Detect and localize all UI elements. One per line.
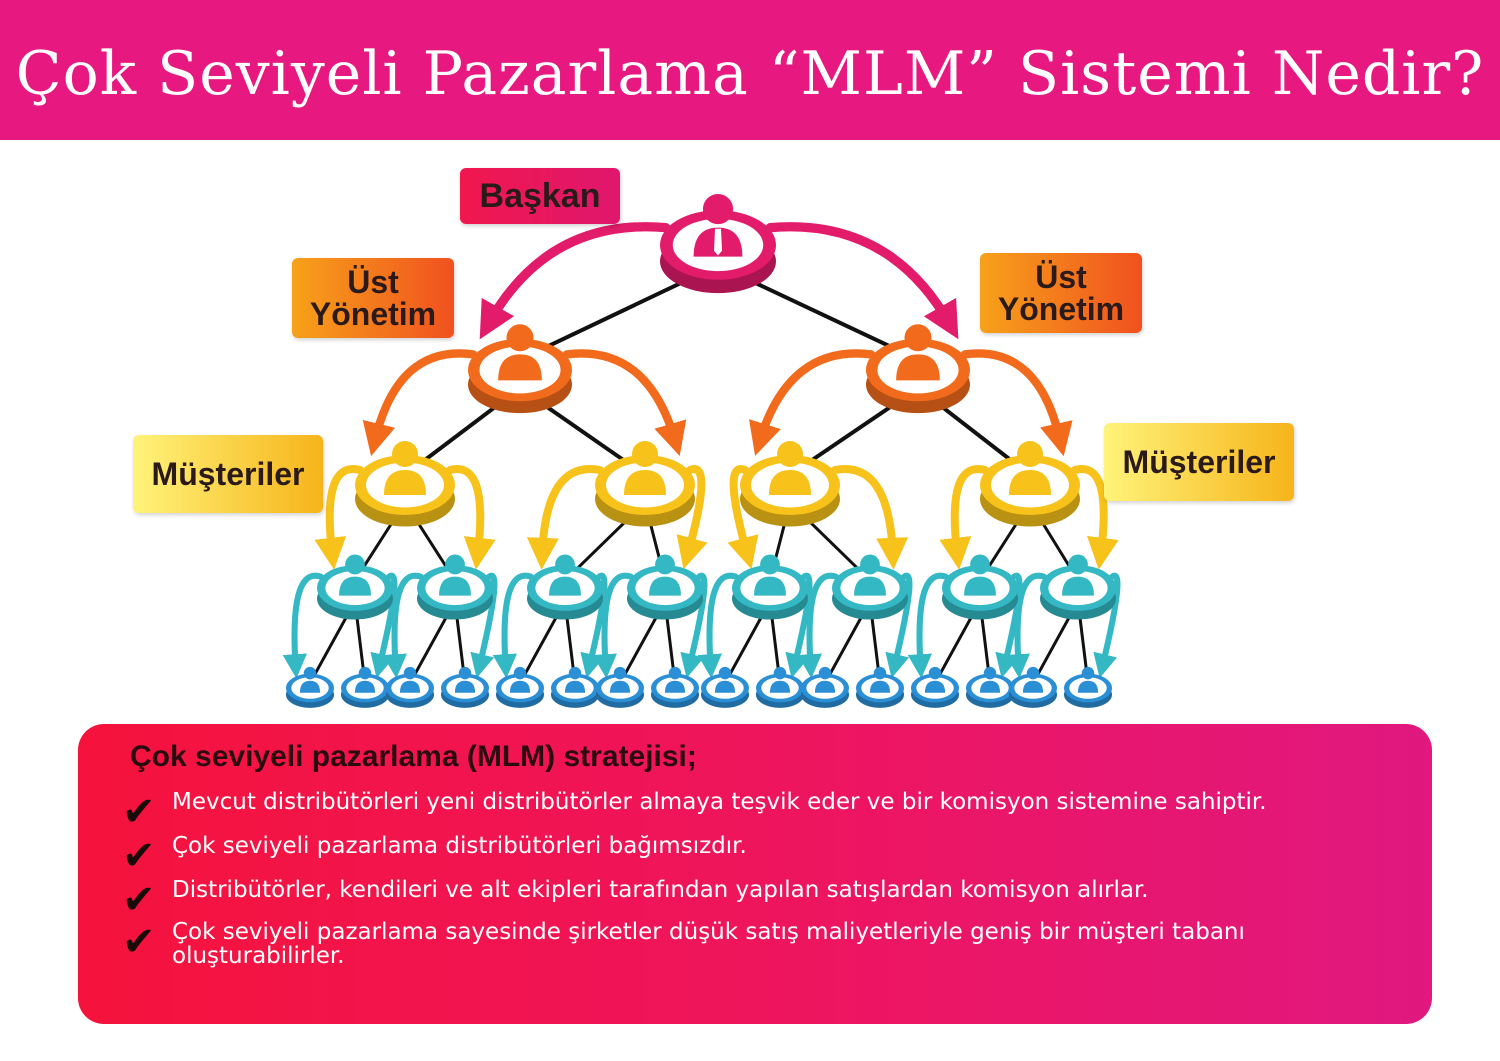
person-head [929,667,941,679]
person-node [595,441,695,527]
list-item [122,920,1382,968]
person-node [801,667,849,708]
person-head [904,324,931,351]
bullet-text: Distribütörler, kendileri ve alt ekipleri tarafından yapılan satışlardan komisyon alırlar. [172,877,1149,903]
person-head [632,441,658,467]
curved-arrow-icon [760,353,871,440]
curved-arrow-icon [295,576,321,667]
person-node [286,667,334,708]
check-icon: ✔ [122,877,156,923]
curved-arrow-icon [375,353,473,440]
curved-arrow-icon [770,227,949,323]
curved-arrow-icon [810,576,836,667]
person-node [756,667,804,708]
person-node [468,324,572,413]
curved-arrow-icon [605,576,631,667]
person-head [614,667,626,679]
check-icon: ✔ [122,833,156,879]
label-ust-left-line2: Yönetim [309,296,437,332]
person-node [1009,667,1057,708]
person-head [860,555,880,575]
label-baskan [460,168,620,224]
label-ust-yonetim-left [292,258,454,338]
person-node [496,667,544,708]
bullet-text: Çok seviyeli pazarlama distribütörleri bağımsızdır. [172,833,747,859]
label-musteriler-right [1104,423,1294,501]
person-head [719,667,731,679]
person-head [459,667,471,679]
person-node [732,555,808,620]
person-node [386,667,434,708]
person-node [341,667,389,708]
label-ust-yonetim-right [980,253,1142,333]
person-head [703,194,733,224]
person-node [701,667,749,708]
check-icon: ✔ [122,919,156,965]
list-item [122,789,1382,835]
person-node [441,667,489,708]
label-ust-left-line1: Üst [347,264,399,300]
person-head [404,667,416,679]
person-node [856,667,904,708]
person-head [445,555,465,575]
person-node [1040,555,1116,620]
label-musteriler-right-text: Müşteriler [1122,443,1276,480]
curved-arrow-icon [1018,576,1044,667]
curved-arrow-icon [835,469,893,554]
person-node [1064,667,1112,708]
person-node [942,555,1018,620]
list-item [122,833,1382,879]
person-node [740,441,840,527]
person-node [911,667,959,708]
check-icon: ✔ [122,789,156,835]
person-head [669,667,681,679]
curved-arrow-icon [542,469,600,554]
list-item [122,877,1382,923]
curved-arrow-icon [489,227,666,323]
curved-arrow-icon [395,576,421,667]
label-ust-right-line1: Üst [1035,259,1087,295]
person-node [627,555,703,620]
person-head [514,667,526,679]
bullet-text: Çok seviyeli pazarlama sayesinde şirketler düşük satış maliyetleriyle geniş bir müşteri tabanı oluşturabilirler. [172,919,1245,969]
label-ust-right-line2: Yönetim [997,291,1125,327]
page-title: Çok Seviyeli Pazarlama “MLM” Sistemi Nedir? [15,39,1485,109]
person-node [832,555,908,620]
person-head [359,667,371,679]
person-node [355,441,455,527]
person-head [874,667,886,679]
person-head [392,441,418,467]
person-node [551,667,599,708]
person-head [1068,555,1088,575]
tie-icon [714,229,722,256]
person-node [651,667,699,708]
person-head [760,555,780,575]
person-node [966,667,1014,708]
person-node [527,555,603,620]
label-musteriler-left-text: Müşteriler [151,455,305,492]
person-head [819,667,831,679]
person-head [984,667,996,679]
person-head [655,555,675,575]
curved-arrow-icon [710,576,736,667]
person-head [569,667,581,679]
person-head [304,667,316,679]
person-node [317,555,393,620]
person-head [345,555,365,575]
curved-arrow-icon [965,353,1060,440]
person-head [1082,667,1094,679]
person-node [660,194,776,293]
person-head [555,555,575,575]
curved-arrow-icon [567,353,675,440]
person-head [774,667,786,679]
label-musteriler-left [133,435,323,513]
curved-arrow-icon [920,576,946,667]
bullet-text: Mevcut distribütörleri yeni distribütörler almaya teşvik eder ve bir komisyon sistemine sahiptir. [172,789,1267,815]
label-baskan-text: Başkan [479,176,601,215]
person-head [1027,667,1039,679]
person-head [970,555,990,575]
person-head [1017,441,1043,467]
strategy-panel [78,724,1432,1024]
person-node [417,555,493,620]
person-node [866,324,970,413]
curved-arrow-icon [505,576,531,667]
person-node [980,441,1080,527]
strategy-list [122,790,1382,968]
person-head [777,441,803,467]
person-node [596,667,644,708]
person-head [506,324,533,351]
panel-title: Çok seviyeli pazarlama (MLM) stratejisi; [130,740,697,773]
